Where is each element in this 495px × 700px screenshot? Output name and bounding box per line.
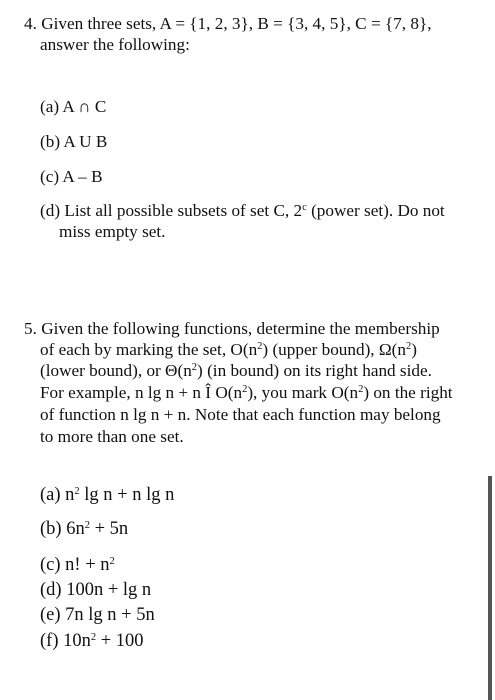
q5-text: (a) n	[40, 485, 75, 505]
superscript: 2	[358, 384, 364, 395]
q5-line-3	[40, 361, 432, 381]
q5-line-1: 5. Given the following functions, determine the membership	[24, 319, 440, 338]
superscript: 2	[74, 486, 80, 497]
q5-text: ) on the right	[363, 383, 453, 402]
superscript: 2	[90, 632, 97, 643]
q5-text: For example, n lg n + n Î O(n	[40, 383, 243, 402]
q4-line-2: answer the following:	[40, 35, 190, 54]
q5-text: ) (upper bound), Ω(n	[262, 340, 406, 359]
page-edge-bar	[488, 476, 492, 700]
superscript: 2	[405, 341, 412, 352]
q5-part-e: (e) 7n lg n + 5n	[40, 605, 155, 625]
q5-text: (f) 10n	[40, 631, 91, 651]
q5-text: (b) 6n	[40, 519, 85, 539]
q5-text: ) (in bound) on its right hand side.	[197, 361, 432, 380]
superscript: 2	[109, 556, 115, 567]
superscript: 2	[191, 362, 198, 373]
superscript: c	[302, 202, 307, 213]
q5-part-f	[40, 631, 144, 651]
q5-line-4	[40, 383, 453, 403]
q5-text: (lower bound), or Θ(n	[40, 361, 192, 380]
q5-part-c	[40, 555, 115, 575]
q4-part-b: (b) A U B	[40, 132, 108, 151]
q5-text: lg n + n lg n	[79, 485, 175, 505]
q4-part-d-text: (d) List all possible subsets of set C, 2	[40, 201, 303, 220]
superscript: 2	[257, 341, 263, 352]
q5-part-a	[40, 485, 174, 505]
q5-text: + 100	[96, 631, 144, 651]
superscript: 2	[84, 520, 90, 531]
q4-line-1: 4. Given three sets, A = {1, 2, 3}, B = {3, 4, 5}, C = {7, 8},	[24, 14, 432, 33]
q4-part-d-line-2: miss empty set.	[59, 222, 166, 241]
q4-part-a: (a) A ∩ C	[40, 97, 107, 116]
q5-text: )	[411, 340, 417, 359]
q4-part-d-line-1	[40, 201, 445, 221]
superscript: 2	[242, 384, 248, 395]
q4-part-c: (c) A – B	[40, 167, 103, 186]
q5-line-2	[40, 340, 417, 360]
q5-text: (c) n! + n	[40, 555, 110, 575]
q5-text: ), you mark O(n	[247, 383, 359, 402]
q5-line-5: of function n lg n + n. Note that each function may belong	[40, 405, 441, 424]
q5-line-6: to more than one set.	[40, 427, 184, 446]
q4-part-d-text-cont: (power set). Do not	[306, 201, 445, 220]
q5-text: + 5n	[89, 519, 129, 539]
q5-part-d: (d) 100n + lg n	[40, 580, 152, 600]
q5-text: of each by marking the set, O(n	[40, 340, 258, 359]
q5-part-b	[40, 519, 128, 539]
